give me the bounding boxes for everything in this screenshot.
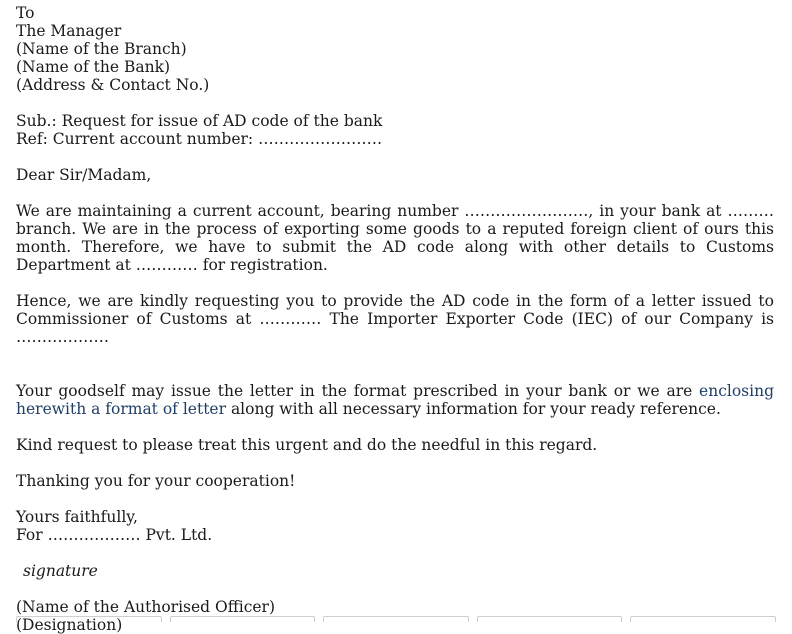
bottom-box	[16, 616, 162, 622]
spacer	[16, 94, 774, 112]
paragraph-request: Hence, we are kindly requesting you to provide the AD code in the form of a letter issued to Commissioner of Customs at ………… The Importer Exporter Code (IEC) of our Company is ………………	[16, 292, 774, 346]
subject-line: Sub.: Request for issue of AD code of the bank	[16, 112, 383, 130]
company-line: For ……………… Pvt. Ltd.	[16, 526, 213, 544]
recipient-address	[16, 4, 774, 94]
address-contact: (Address & Contact No.)	[16, 76, 210, 94]
bottom-box	[630, 616, 776, 622]
bottom-box	[170, 616, 316, 622]
address-branch: (Name of the Branch)	[16, 40, 187, 58]
valediction: Yours faithfully,	[16, 508, 138, 526]
format-of-letter-link[interactable]: enclosing herewith a format of letter	[16, 382, 774, 418]
paragraph-thanks: Thanking you for your cooperation!	[16, 472, 296, 490]
spacer	[16, 544, 774, 562]
address-to: To	[16, 4, 35, 22]
spacer	[16, 454, 774, 472]
bottom-box-row	[16, 616, 776, 622]
paragraph-format	[16, 382, 774, 418]
spacer	[16, 148, 774, 166]
paragraph-format-text-after: along with all necessary information for your ready reference.	[226, 400, 721, 418]
salutation: Dear Sir/Madam,	[16, 166, 152, 184]
spacer	[16, 364, 774, 382]
spacer	[16, 490, 774, 508]
spacer	[16, 274, 774, 292]
signature-placeholder: signature	[23, 562, 98, 580]
spacer	[16, 346, 774, 364]
address-recipient: The Manager	[16, 22, 122, 40]
bottom-box	[477, 616, 623, 622]
bottom-box	[323, 616, 469, 622]
paragraph-format-text-before: Your goodself may issue the letter in the format prescribed in your bank or we are	[16, 382, 700, 400]
spacer	[16, 184, 774, 202]
paragraph-urgent: Kind request to please treat this urgent and do the needful in this regard.	[16, 436, 598, 454]
paragraph-account-details: We are maintaining a current account, bearing number ……………………, in your bank at ……… branch. We are in the process of exporting some goods to a reputed foreign client of ours this month. Therefore, we have to submit the AD code along with other details to Customs Department at ………… for registration.	[16, 202, 774, 274]
spacer	[16, 418, 774, 436]
letter-body	[16, 4, 774, 634]
spacer	[16, 580, 774, 598]
officer-name: (Name of the Authorised Officer)	[16, 598, 276, 616]
reference-line: Ref: Current account number: ……………………	[16, 130, 383, 148]
address-bank: (Name of the Bank)	[16, 58, 171, 76]
officer-designation: (Designation)	[16, 616, 123, 634]
